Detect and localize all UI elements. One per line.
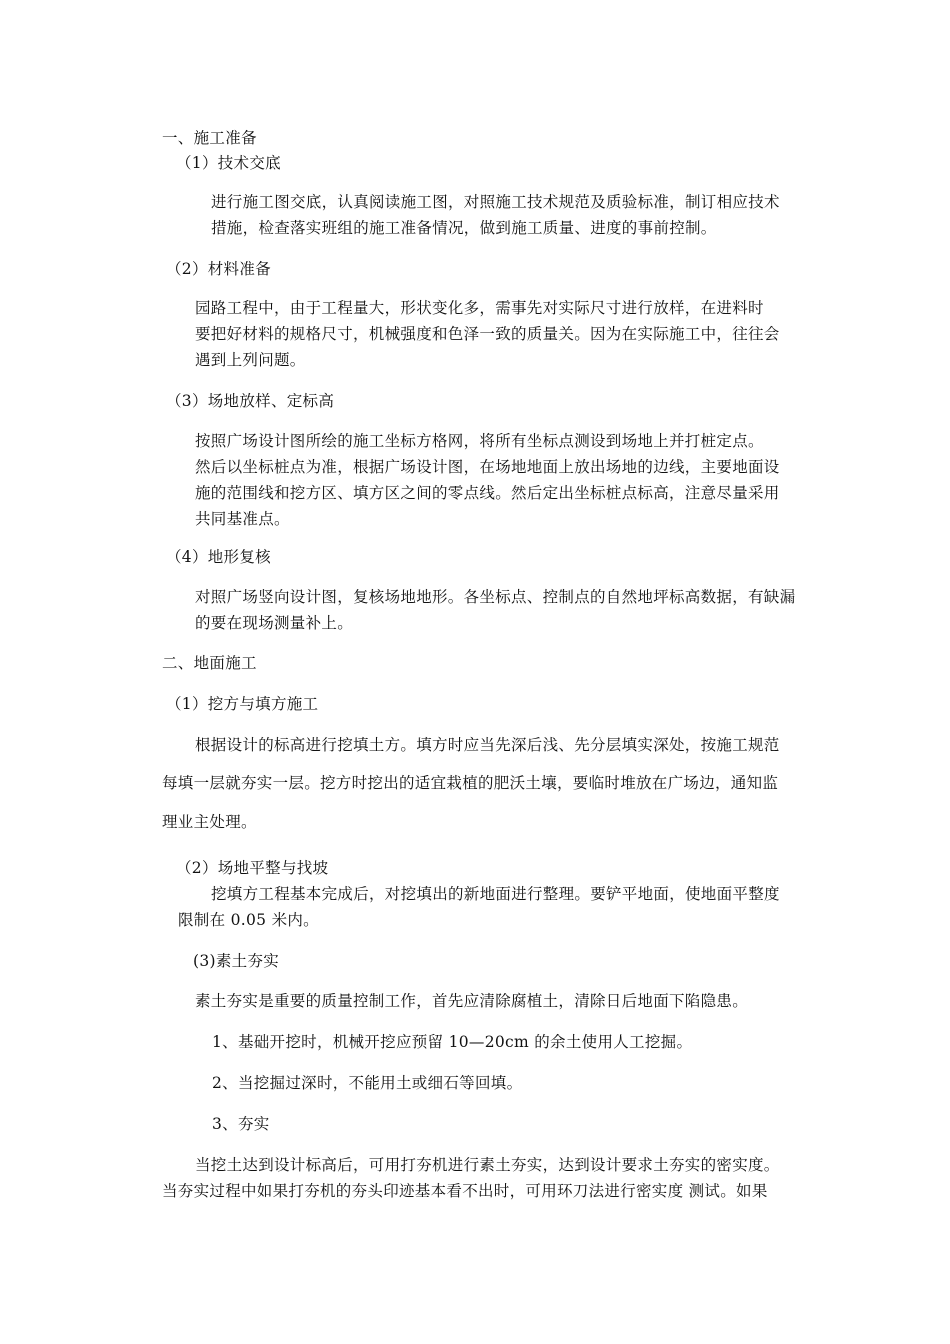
paragraph-line: 共同基准点。 (195, 510, 290, 528)
paragraph-line: 限制在 0.05 米内。 (178, 911, 319, 929)
subsection-heading: （3）场地放样、定标高 (166, 392, 335, 410)
paragraph-line: 每填一层就夯实一层。挖方时挖出的适宜栽植的肥沃土壤，要临时堆放在广场边，通知监 (162, 774, 779, 792)
subsection-heading: （2）材料准备 (166, 260, 271, 278)
paragraph-line: 的要在现场测量补上。 (195, 614, 354, 632)
paragraph-line: 措施，检查落实班组的施工准备情况，做到施工质量、进度的事前控制。 (211, 219, 717, 237)
paragraph-line: 理业主处理。 (162, 813, 257, 831)
paragraph-line: 然后以坐标桩点为准，根据广场设计图，在场地地面上放出场地的边线，主要地面设 (195, 458, 780, 476)
paragraph-line: 素土夯实是重要的质量控制工作，首先应清除腐植土，清除日后地面下陷隐患。 (195, 992, 749, 1010)
section-heading: 一、施工准备 (162, 129, 257, 147)
paragraph-line: 遇到上列问题。 (195, 351, 306, 369)
subsection-heading: （1）挖方与填方施工 (166, 695, 319, 713)
subsection-heading: （2）场地平整与找坡 (176, 859, 329, 877)
paragraph-line: 施的范围线和挖方区、填方区之间的零点线。然后定出坐标桩点标高，注意尽量采用 (195, 484, 780, 502)
paragraph-line: 当夯实过程中如果打夯机的夯头印迹基本看不出时，可用环刀法进行密实度 测试。如果 (162, 1182, 768, 1200)
list-item: 1、基础开挖时，机械开挖应预留 10—20cm 的余土使用人工挖掘。 (212, 1033, 693, 1051)
paragraph-line: 当挖土达到设计标高后，可用打夯机进行素土夯实，达到设计要求土夯实的密实度。 (195, 1156, 780, 1174)
paragraph-line: 按照广场设计图所绘的施工坐标方格网，将所有坐标点测设到场地上并打桩定点。 (195, 432, 764, 450)
subsection-heading: （1）技术交底 (176, 154, 281, 172)
paragraph-line: 根据设计的标高进行挖填土方。填方时应当先深后浅、先分层填实深处，按施工规范 (195, 736, 780, 754)
paragraph-line: 园路工程中，由于工程量大，形状变化多，需事先对实际尺寸进行放样，在进料时 (195, 299, 764, 317)
paragraph-line: 挖填方工程基本完成后，对挖填出的新地面进行整理。要铲平地面，使地面平整度 (211, 885, 780, 903)
subsection-heading: (3)素土夯实 (193, 952, 280, 970)
list-item: 2、当挖掘过深时，不能用土或细石等回填。 (212, 1074, 523, 1092)
section-heading: 二、地面施工 (162, 654, 257, 672)
paragraph-line: 对照广场竖向设计图，复核场地地形。各坐标点、控制点的自然地坪标高数据，有缺漏 (195, 588, 796, 606)
subsection-heading: （4）地形复核 (166, 548, 271, 566)
list-item: 3、夯实 (212, 1115, 270, 1133)
paragraph-line: 要把好材料的规格尺寸，机械强度和色泽一致的质量关。因为在实际施工中，往往会 (195, 325, 780, 343)
paragraph-line: 进行施工图交底，认真阅读施工图，对照施工技术规范及质验标准，制订相应技术 (211, 193, 780, 211)
